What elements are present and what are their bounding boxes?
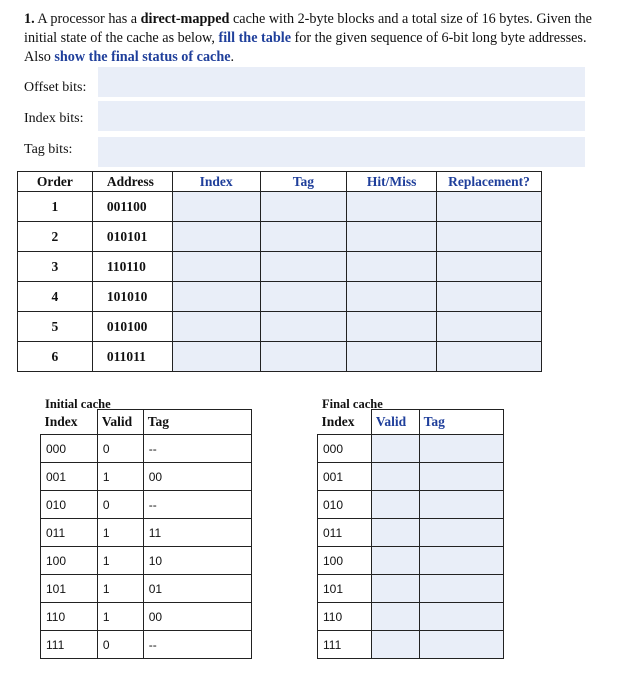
valid-cell: 0 <box>97 435 143 463</box>
tag-answer-cell[interactable] <box>260 312 347 342</box>
header-address: Address <box>92 172 172 192</box>
table-row <box>318 603 504 631</box>
table-row <box>18 312 542 342</box>
tag-answer-cell[interactable] <box>260 222 347 252</box>
table-row <box>18 252 542 282</box>
initial-cache-caption: Initial cache <box>45 397 111 411</box>
index-cell: 101 <box>318 575 372 603</box>
index-answer-cell[interactable] <box>172 282 260 312</box>
replacement-answer-cell[interactable] <box>437 312 542 342</box>
index-cell: 101 <box>41 575 98 603</box>
valid-answer-cell[interactable] <box>371 547 419 575</box>
header-tag: Tag <box>419 410 503 435</box>
tag-answer-cell[interactable] <box>260 192 347 222</box>
address-cell: 010100 <box>92 312 172 342</box>
table-row <box>318 491 504 519</box>
replacement-answer-cell[interactable] <box>437 192 542 222</box>
index-cell: 111 <box>41 631 98 659</box>
tag-cell: 10 <box>143 547 251 575</box>
hit-miss-answer-cell[interactable] <box>347 342 437 372</box>
replacement-answer-cell[interactable] <box>437 342 542 372</box>
tag-cell: -- <box>143 491 251 519</box>
table-header-row <box>41 410 252 435</box>
index-cell: 010 <box>41 491 98 519</box>
fill-table-emphasis: fill the table <box>218 30 291 46</box>
index-cell: 110 <box>41 603 98 631</box>
valid-cell: 1 <box>97 575 143 603</box>
offset-bits-label: Offset bits: <box>24 80 87 95</box>
valid-cell: 1 <box>97 519 143 547</box>
tag-answer-cell[interactable] <box>419 491 503 519</box>
tag-answer-cell[interactable] <box>260 282 347 312</box>
index-cell: 000 <box>41 435 98 463</box>
table-row <box>18 342 542 372</box>
tag-answer-cell[interactable] <box>419 519 503 547</box>
index-cell: 110 <box>318 603 372 631</box>
hit-miss-answer-cell[interactable] <box>347 312 437 342</box>
index-cell: 100 <box>318 547 372 575</box>
final-cache-table <box>317 409 504 659</box>
tag-cell: -- <box>143 435 251 463</box>
index-cell: 011 <box>318 519 372 547</box>
tag-bits-label: Tag bits: <box>24 142 73 157</box>
tag-cell: 00 <box>143 603 251 631</box>
offset-bits-input[interactable] <box>98 67 585 97</box>
table-row <box>318 547 504 575</box>
valid-answer-cell[interactable] <box>371 435 419 463</box>
hit-miss-answer-cell[interactable] <box>347 252 437 282</box>
order-cell: 3 <box>18 252 93 282</box>
initial-cache-table <box>40 409 252 659</box>
order-cell: 6 <box>18 342 93 372</box>
index-cell: 001 <box>318 463 372 491</box>
table-row <box>41 519 252 547</box>
index-cell: 100 <box>41 547 98 575</box>
table-header-row <box>318 410 504 435</box>
index-answer-cell[interactable] <box>172 222 260 252</box>
valid-answer-cell[interactable] <box>371 519 419 547</box>
table-row <box>41 547 252 575</box>
index-cell: 011 <box>41 519 98 547</box>
tag-answer-cell[interactable] <box>419 435 503 463</box>
direct-mapped-emphasis: direct-mapped <box>140 11 230 27</box>
order-cell: 5 <box>18 312 93 342</box>
table-row <box>41 435 252 463</box>
header-index: Index <box>318 410 372 435</box>
table-row <box>18 192 542 222</box>
valid-cell: 1 <box>97 547 143 575</box>
tag-cell: 00 <box>143 463 251 491</box>
header-hit-miss: Hit/Miss <box>347 172 437 192</box>
tag-cell: -- <box>143 631 251 659</box>
tag-answer-cell[interactable] <box>419 603 503 631</box>
header-index: Index <box>172 172 260 192</box>
table-row <box>41 603 252 631</box>
table-row <box>18 282 542 312</box>
index-answer-cell[interactable] <box>172 342 260 372</box>
question-number: 1. <box>24 11 35 27</box>
tag-cell: 01 <box>143 575 251 603</box>
valid-answer-cell[interactable] <box>371 491 419 519</box>
table-header-row <box>18 172 542 192</box>
table-row <box>41 575 252 603</box>
table-row <box>318 463 504 491</box>
table-row <box>318 575 504 603</box>
final-cache-caption: Final cache <box>322 397 383 411</box>
table-row <box>41 463 252 491</box>
valid-answer-cell[interactable] <box>371 575 419 603</box>
valid-answer-cell[interactable] <box>371 631 419 659</box>
header-tag: Tag <box>143 410 251 435</box>
index-bits-input[interactable] <box>98 101 585 131</box>
header-valid: Valid <box>97 410 143 435</box>
replacement-answer-cell[interactable] <box>437 222 542 252</box>
tag-answer-cell[interactable] <box>419 547 503 575</box>
address-cell: 011011 <box>92 342 172 372</box>
header-valid: Valid <box>371 410 419 435</box>
index-bits-label: Index bits: <box>24 111 84 126</box>
index-cell: 111 <box>318 631 372 659</box>
table-row <box>318 435 504 463</box>
table-row <box>318 519 504 547</box>
tag-bits-input[interactable] <box>98 137 585 167</box>
tag-answer-cell[interactable] <box>419 631 503 659</box>
address-cell: 001100 <box>92 192 172 222</box>
header-index: Index <box>41 410 98 435</box>
index-cell: 001 <box>41 463 98 491</box>
address-cell: 110110 <box>92 252 172 282</box>
hit-miss-answer-cell[interactable] <box>347 282 437 312</box>
valid-answer-cell[interactable] <box>371 463 419 491</box>
index-answer-cell[interactable] <box>172 312 260 342</box>
valid-cell: 0 <box>97 491 143 519</box>
valid-answer-cell[interactable] <box>371 603 419 631</box>
index-cell: 000 <box>318 435 372 463</box>
index-answer-cell[interactable] <box>172 252 260 282</box>
valid-cell: 1 <box>97 463 143 491</box>
address-cell: 101010 <box>92 282 172 312</box>
valid-cell: 0 <box>97 631 143 659</box>
valid-cell: 1 <box>97 603 143 631</box>
header-tag: Tag <box>260 172 347 192</box>
replacement-answer-cell[interactable] <box>437 252 542 282</box>
tag-cell: 11 <box>143 519 251 547</box>
header-order: Order <box>18 172 93 192</box>
table-row <box>318 631 504 659</box>
table-row <box>41 491 252 519</box>
question-text: 1. A processor has a direct-mapped cache with 2-byte blocks and a total size of 16 bytes. Given the initial state of the cache as below, fill the table for the given sequence of 6-bit long byte addresses. Also show the final status of cache. <box>24 11 592 65</box>
table-row <box>41 631 252 659</box>
order-cell: 2 <box>18 222 93 252</box>
tag-answer-cell[interactable] <box>419 463 503 491</box>
tag-answer-cell[interactable] <box>260 342 347 372</box>
order-cell: 4 <box>18 282 93 312</box>
hit-miss-answer-cell[interactable] <box>347 222 437 252</box>
index-cell: 010 <box>318 491 372 519</box>
tag-answer-cell[interactable] <box>260 252 347 282</box>
replacement-answer-cell[interactable] <box>437 282 542 312</box>
address-cell: 010101 <box>92 222 172 252</box>
table-row <box>18 222 542 252</box>
order-cell: 1 <box>18 192 93 222</box>
header-replacement: Replacement? <box>437 172 542 192</box>
hit-miss-answer-cell[interactable] <box>347 192 437 222</box>
index-answer-cell[interactable] <box>172 192 260 222</box>
show-final-status-emphasis: show the final status of cache <box>54 49 231 65</box>
address-sequence-table <box>17 171 542 372</box>
tag-answer-cell[interactable] <box>419 575 503 603</box>
